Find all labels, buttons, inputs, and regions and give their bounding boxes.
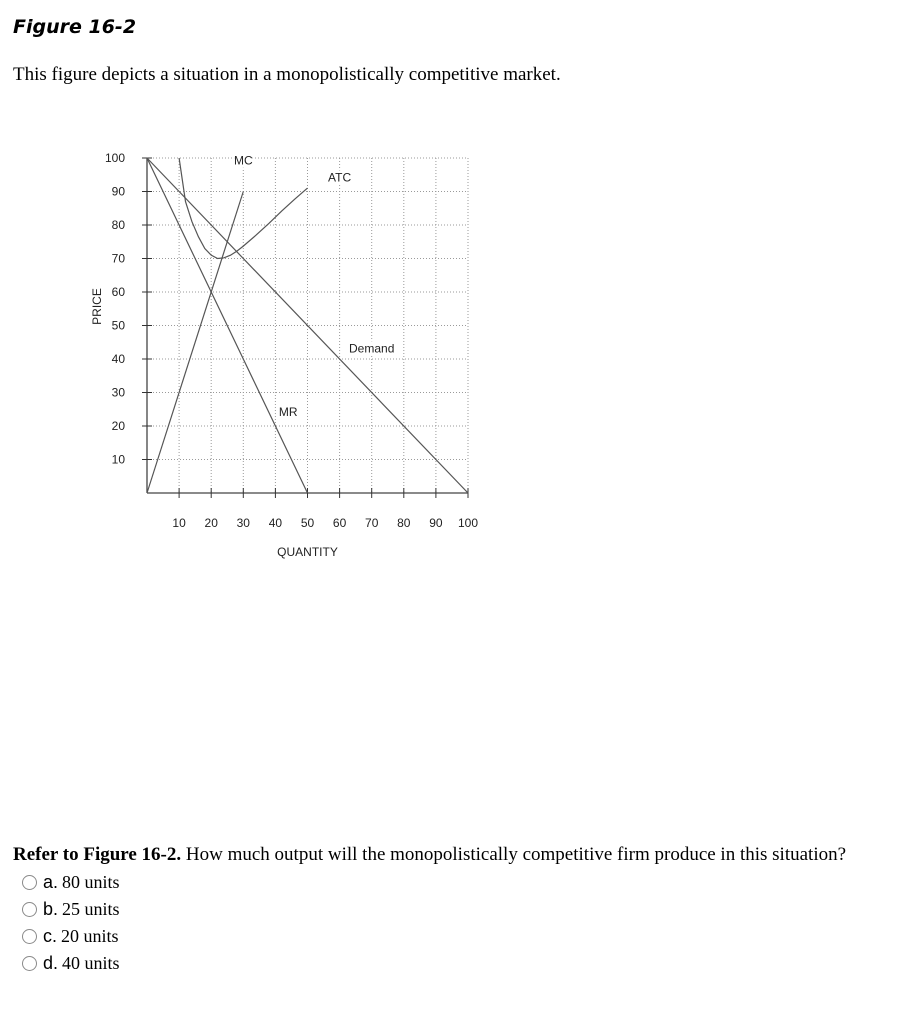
- x-tick-label-30: 30: [236, 516, 250, 530]
- x-tick-label-80: 80: [397, 516, 411, 530]
- figure-description: This figure depicts a situation in a monopolistically competitive market.: [13, 64, 561, 85]
- x-tick-label-40: 40: [268, 516, 283, 530]
- curve-label-demand: Demand: [349, 341, 395, 356]
- x-tick-label-50: 50: [300, 516, 315, 530]
- radio-b[interactable]: [22, 902, 37, 917]
- option-c[interactable]: [22, 923, 120, 950]
- curve-label-mr: MR: [278, 404, 298, 419]
- question-body: How much output will the monopolistically competitive firm produce in this situation?: [181, 844, 847, 865]
- x-axis-label: QUANTITY: [277, 545, 338, 559]
- x-tick-label-10: 10: [172, 516, 186, 530]
- option-b-text: 25 units: [62, 899, 120, 919]
- y-tick-label-90: 90: [111, 184, 125, 199]
- x-tick-label-90: 90: [429, 516, 443, 530]
- figure-title: Figure 16-2: [13, 16, 137, 38]
- question-figure-ref: Refer to Figure 16-2.: [13, 844, 182, 865]
- option-a[interactable]: [22, 869, 120, 896]
- option-a-letter: a.: [43, 872, 59, 892]
- option-c-letter: c.: [43, 926, 58, 946]
- x-tick-label-100: 100: [457, 516, 479, 530]
- curve-label-mc: MC: [233, 153, 253, 168]
- radio-d[interactable]: [22, 956, 37, 971]
- y-tick-label-40: 40: [111, 352, 125, 366]
- y-tick-label-10: 10: [111, 452, 125, 467]
- curve-mc: [147, 192, 243, 494]
- y-tick-label-70: 70: [111, 251, 125, 266]
- y-tick-label-30: 30: [111, 385, 125, 400]
- radio-c[interactable]: [22, 929, 37, 944]
- y-tick-label-20: 20: [111, 419, 125, 433]
- radio-a[interactable]: [22, 875, 37, 890]
- option-a-text: 80 units: [62, 872, 120, 892]
- y-tick-label-100: 100: [104, 151, 125, 165]
- x-tick-label-20: 20: [204, 516, 218, 530]
- x-tick-label-70: 70: [365, 516, 379, 530]
- option-b-letter: b.: [43, 899, 59, 919]
- answer-options: [22, 869, 120, 977]
- x-tick-label-60: 60: [332, 516, 347, 530]
- y-tick-label-60: 60: [111, 285, 125, 299]
- chart-ticks: [105, 151, 478, 530]
- option-d-letter: d.: [43, 953, 59, 973]
- y-axis-label: PRICE: [90, 288, 104, 325]
- option-c-text: 20 units: [61, 926, 119, 946]
- option-d[interactable]: [22, 950, 120, 977]
- y-tick-label-50: 50: [111, 318, 125, 333]
- curve-label-atc: ATC: [328, 170, 352, 185]
- question-text: [13, 844, 846, 866]
- option-b[interactable]: [22, 896, 120, 923]
- y-tick-label-80: 80: [111, 218, 125, 232]
- option-d-text: 40 units: [62, 953, 120, 973]
